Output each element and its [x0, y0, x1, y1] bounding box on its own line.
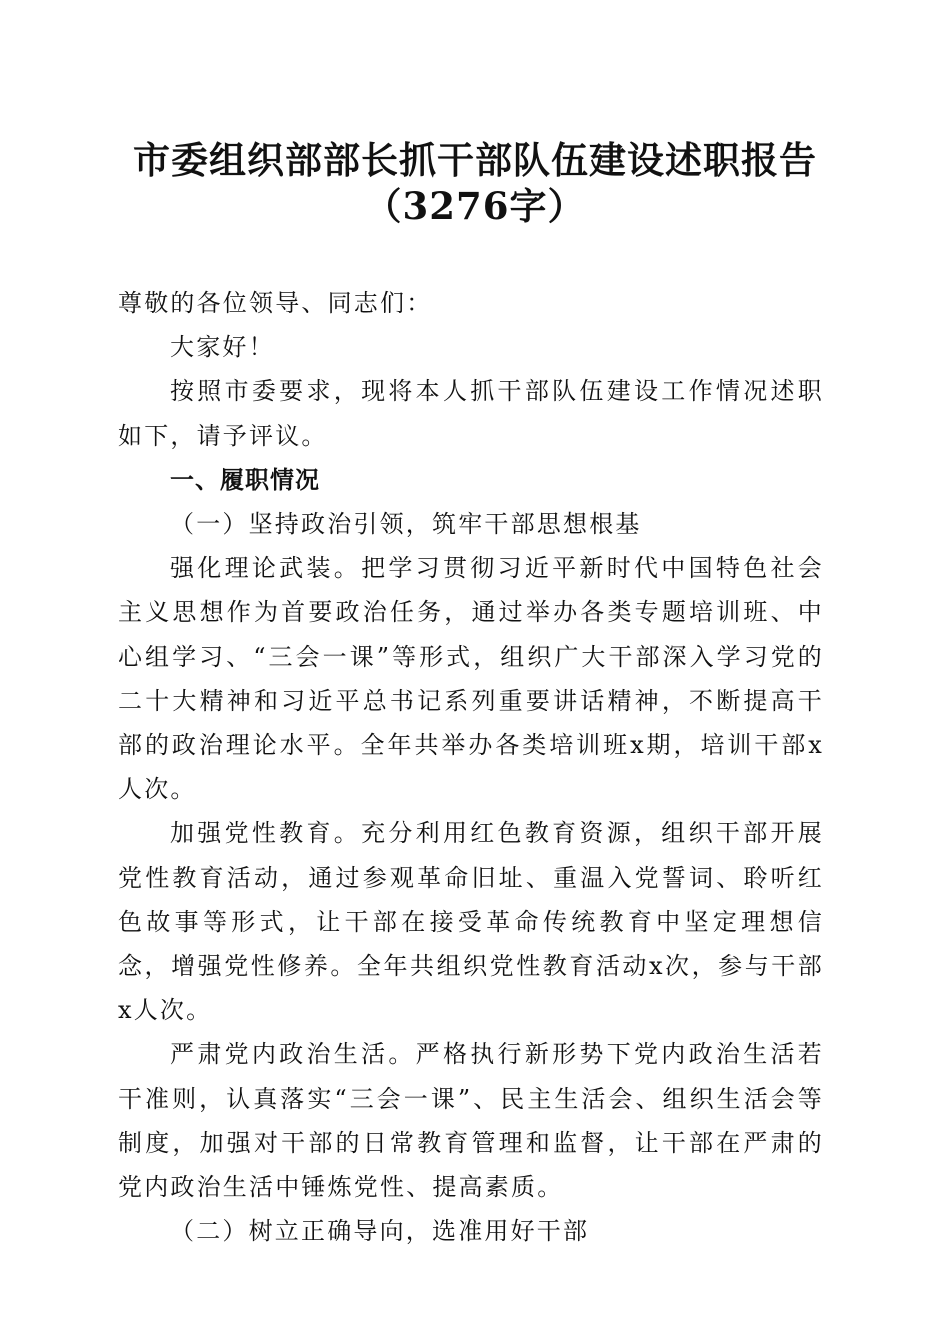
section-heading-1: 一、履职情况: [170, 465, 320, 494]
subsection-heading-1: （一）坚持政治引领，筑牢干部思想根基: [170, 510, 642, 539]
greeting: 大家好！: [170, 333, 275, 362]
paragraph-party-education: 加强党性教育。充分利用红色教育资源，组织干部开展党性教育活动，通过参观革命旧址、重温入党誓词、聆听红色故事等形式，让干部在接受革命传统教育中坚定理想信念，增强党性修养。全年共组织党性教育活动x次，参与干部x人次。: [118, 819, 824, 1025]
paragraph-political-life: 严肃党内政治生活。严格执行新形势下党内政治生活若干准则，认真落实“三会一课”、民主生活会、组织生活会等制度，加强对干部的日常教育管理和监督，让干部在严肃的党内政治生活中锤炼党性、提高素质。: [118, 1040, 824, 1202]
subsection-heading-2: （二）树立正确导向，选准用好干部: [170, 1217, 590, 1246]
salutation: 尊敬的各位领导、同志们：: [118, 289, 433, 317]
paragraph-theory: 强化理论武装。把学习贯彻习近平新时代中国特色社会主义思想作为首要政治任务，通过举办各类专题培训班、中心组学习、“三会一课”等形式，组织广大干部深入学习党的二十大精神和习近平总书记系列重要讲话精神，不断提高干部的政治理论水平。全年共举办各类培训班x期，培训干部x人次。: [118, 554, 824, 804]
document-title: 市委组织部部长抓干部队伍建设述职报告: [133, 138, 817, 182]
document-body: [118, 281, 824, 1253]
intro-paragraph: 按照市委要求，现将本人抓干部队伍建设工作情况述职如下，请予评议。: [118, 377, 824, 450]
document-word-count: （3276字）: [364, 184, 586, 228]
